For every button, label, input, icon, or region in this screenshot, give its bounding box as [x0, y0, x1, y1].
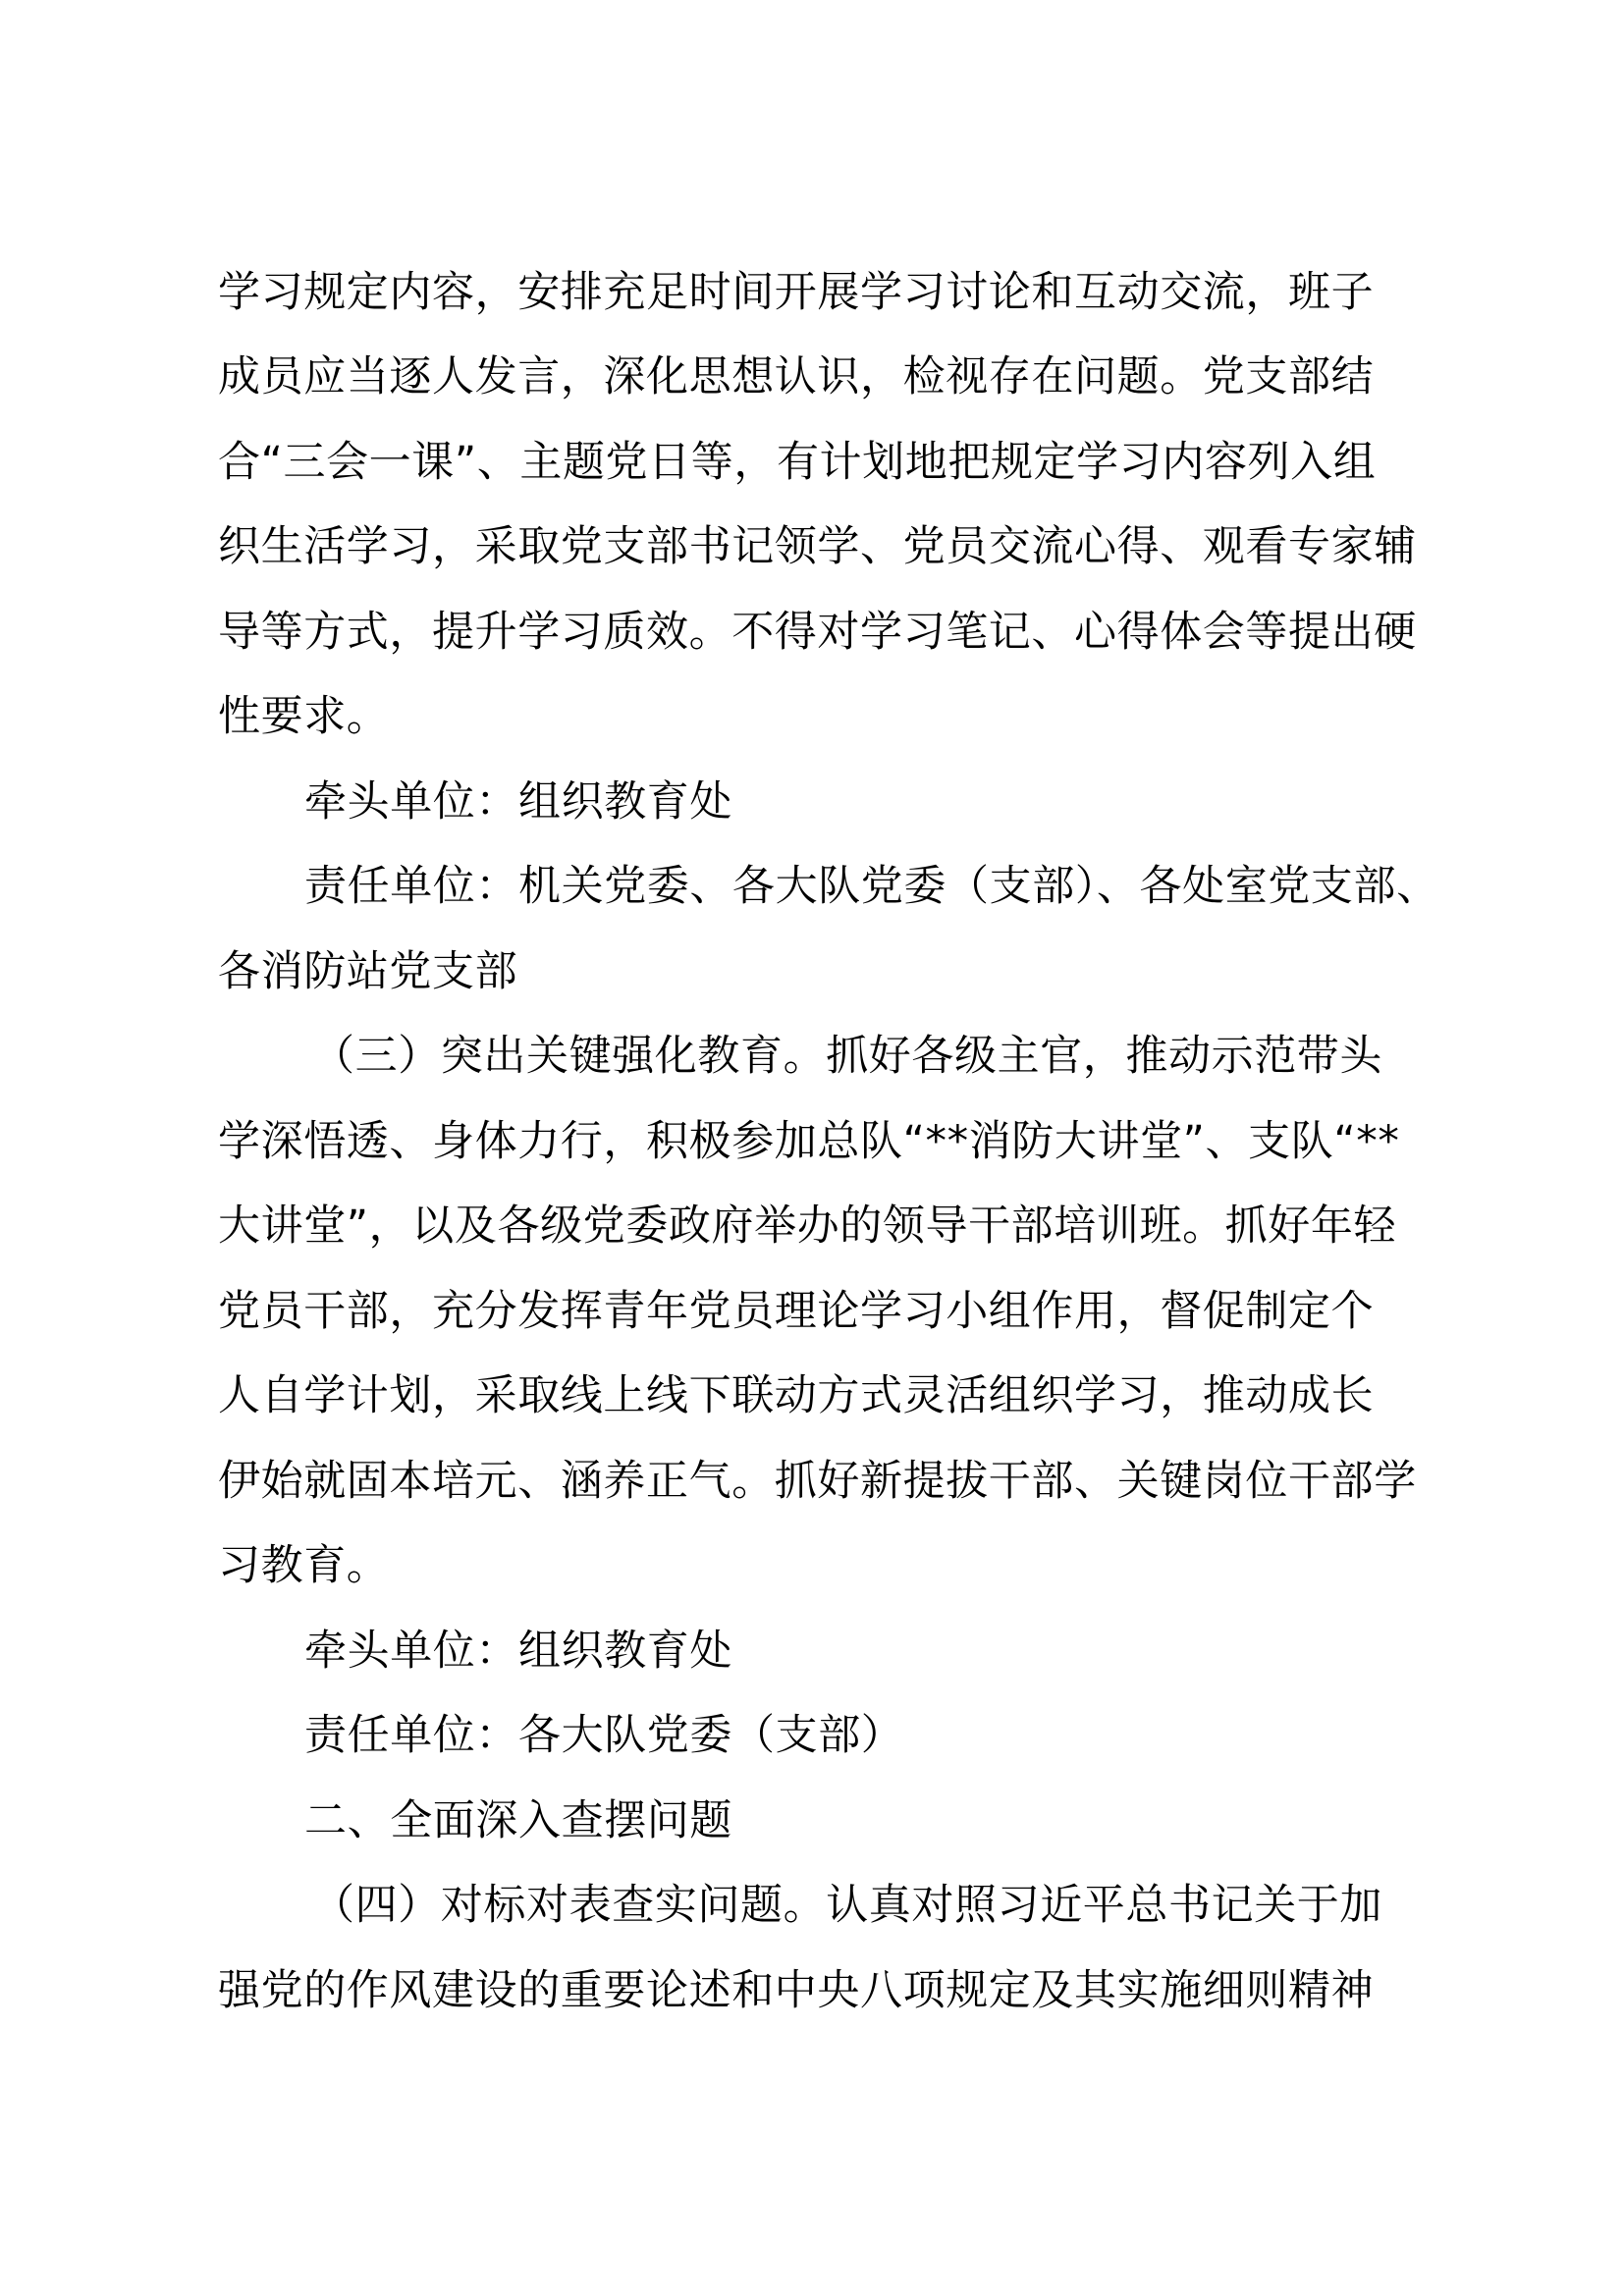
body-text-line: 强党的作风建设的重要论述和中央八项规定及其实施细则精神	[218, 1966, 1375, 2015]
body-text-line: 大讲堂”，以及各级党委政府举办的领导干部培训班。抓好年轻	[218, 1201, 1397, 1251]
body-text-line: 学习规定内容，安排充足时间开展学习讨论和互动交流，班子	[218, 268, 1375, 317]
responsible-unit-line: 责任单位：各大队党委（支部）	[304, 1711, 904, 1760]
lead-unit-line: 牵头单位：组织教育处	[304, 1627, 732, 1676]
section-heading-3: （三）突出关键强化教育。抓好各级主官，推动示范带头	[312, 1032, 1382, 1081]
body-text-line: 党员干部，充分发挥青年党员理论学习小组作用，督促制定个	[218, 1287, 1375, 1336]
body-text-line: 习教育。	[218, 1541, 390, 1590]
body-text-line: 伊始就固本培元、涵养正气。抓好新提拔干部、关键岗位干部学	[218, 1457, 1417, 1506]
body-text-line: 成员应当逐人发言，深化思想认识，检视存在问题。党支部结	[218, 352, 1375, 401]
responsible-unit-line: 责任单位：机关党委、各大队党委（支部）、各处室党支部、	[304, 862, 1439, 911]
chapter-heading-2: 二、全面深入查摆问题	[304, 1796, 732, 1845]
body-text-line: 学深悟透、身体力行，积极参加总队“**消防大讲堂”、支队“**	[218, 1117, 1400, 1166]
body-text-line: 织生活学习，采取党支部书记领学、党员交流心得、观看专家辅	[218, 522, 1417, 571]
body-text-line: 导等方式，提升学习质效。不得对学习笔记、心得体会等提出硬	[218, 608, 1417, 657]
body-text-line: 各消防站党支部	[218, 947, 518, 996]
section-heading-4: （四）对标对表查实问题。认真对照习近平总书记关于加	[312, 1881, 1382, 1930]
lead-unit-line: 牵头单位：组织教育处	[304, 777, 732, 827]
body-text-line: 合“三会一课”、主题党日等，有计划地把规定学习内容列入组	[218, 438, 1377, 487]
body-text-line: 人自学计划，采取线上线下联动方式灵活组织学习，推动成长	[218, 1371, 1375, 1420]
body-text-line: 性要求。	[218, 692, 390, 741]
